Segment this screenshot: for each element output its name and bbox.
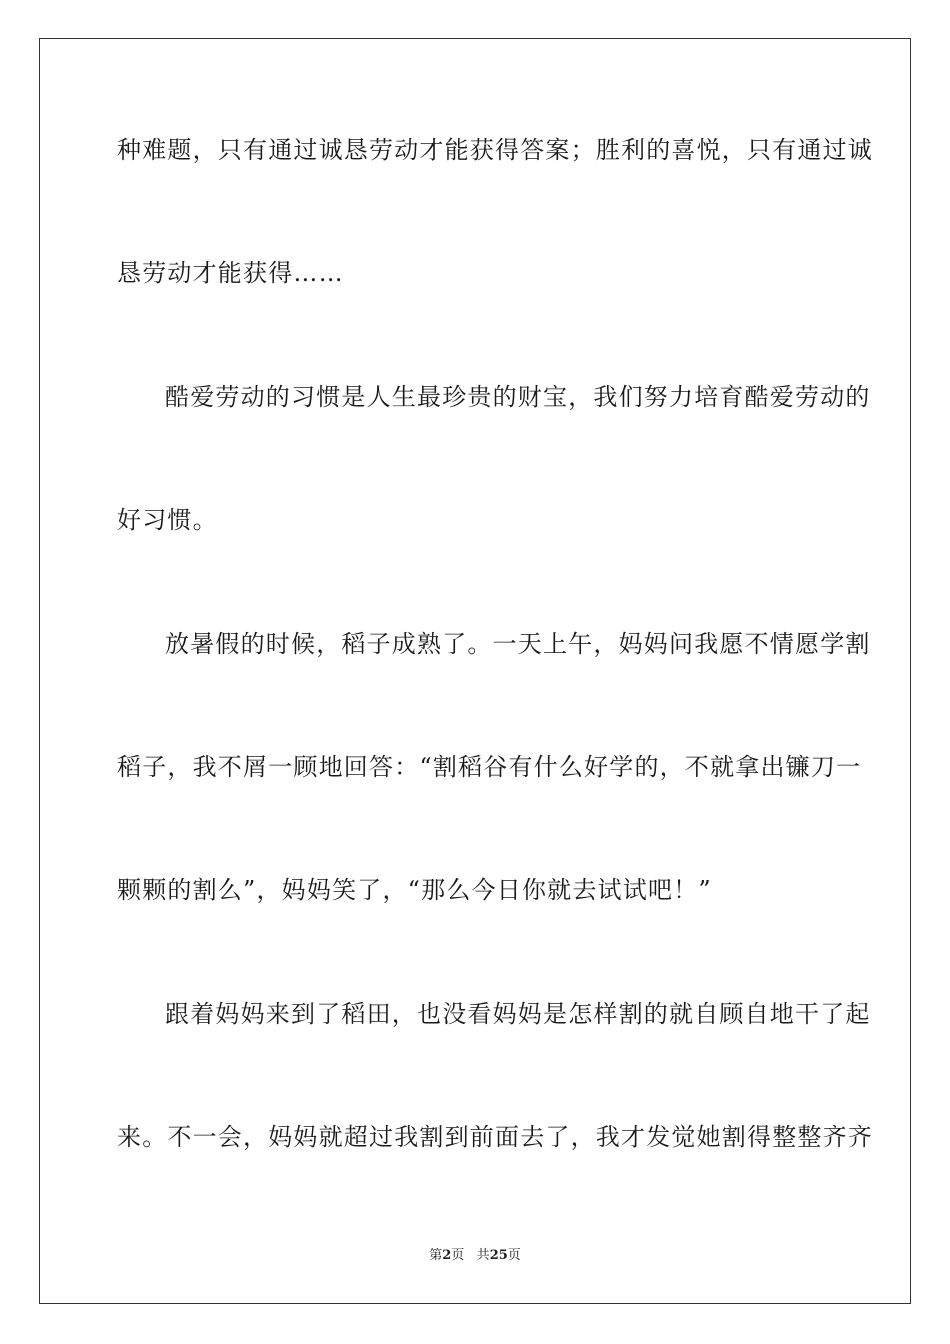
text-line-6: 稻子，我不屑一顾地回答：“割稻谷有什么好学的，不就拿出镰刀一: [117, 753, 862, 781]
text-line-9: 来。不一会，妈妈就超过我割到前面去了，我才发觉她割得整整齐齐: [117, 1123, 873, 1151]
text-line-4: 好习惯。: [117, 506, 218, 534]
page-footer: [0, 1248, 950, 1264]
total-suffix: 页: [507, 1248, 521, 1263]
text-line-3: 酷爱劳动的习惯是人生最珍贵的财宝，我们努力培育酷爱劳动的: [165, 383, 871, 411]
total-prefix: 共: [476, 1248, 490, 1263]
page-frame: [39, 38, 911, 1304]
page-number: 2: [442, 1248, 452, 1263]
text-line-1: 种难题，只有通过诚恳劳动才能获得答案；胜利的喜悦，只有通过诚: [117, 136, 873, 164]
text-line-5: 放暑假的时候，稻子成熟了。一天上午，妈妈问我愿不情愿学割: [165, 630, 871, 658]
page-suffix: 页: [451, 1248, 465, 1263]
text-line-7: 颗颗的割么”，妈妈笑了，“那么今日你就去试试吧！”: [117, 876, 712, 904]
total-pages: 25: [489, 1248, 508, 1263]
text-line-2: 恳劳动才能获得……: [117, 259, 344, 287]
page-prefix: 第: [429, 1248, 443, 1263]
text-line-8: 跟着妈妈来到了稻田，也没看妈妈是怎样割的就自顾自地干了起: [165, 1000, 871, 1028]
